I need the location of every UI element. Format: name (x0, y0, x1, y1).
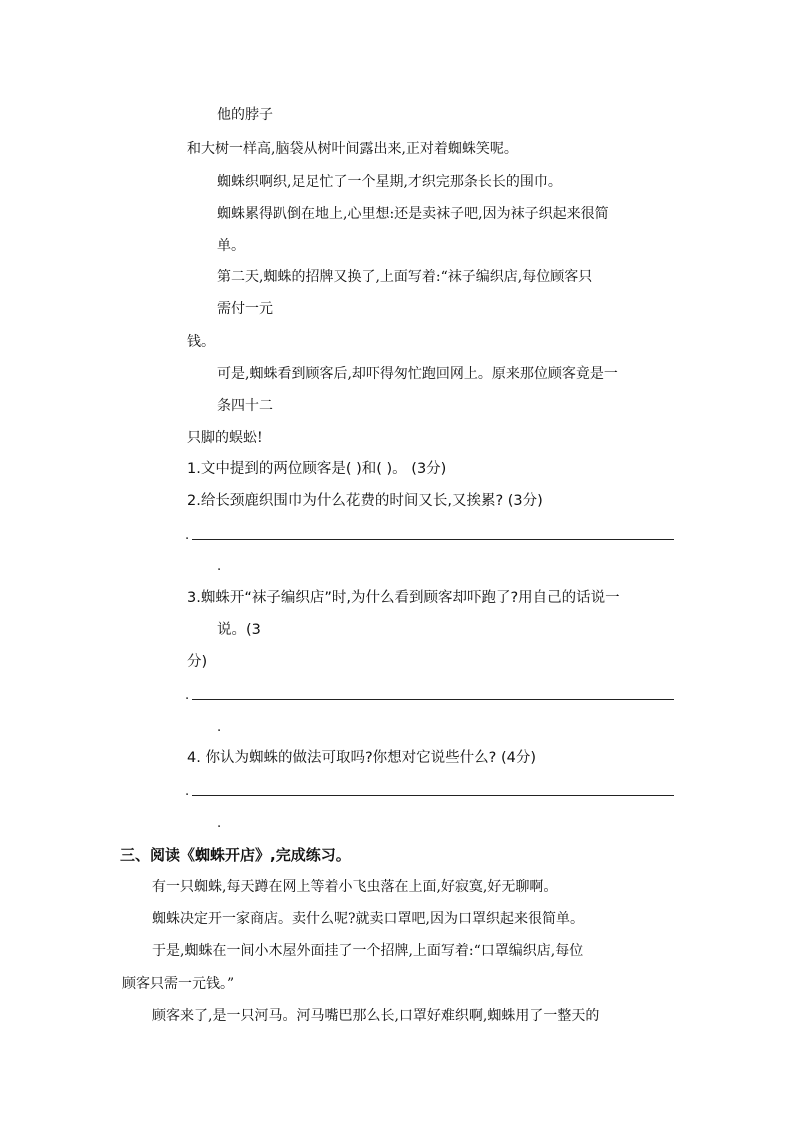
answer-line-q3[interactable] (185, 686, 674, 706)
answer-underline (192, 795, 674, 796)
section-3-paragraph-3-cont: 顾客只需一元钱。” (122, 976, 235, 992)
story-line-1: 他的脖子 (217, 107, 273, 123)
story-line-6: 第二天,蜘蛛的招牌又换了,上面写着:“袜子编织店,每位顾客只 (217, 269, 593, 285)
story-line-5: 单。 (217, 238, 245, 254)
section-3-paragraph-4: 顾客来了,是一只河马。河马嘴巴那么长,口罩好难织啊,蜘蛛用了一整天的 (152, 1008, 600, 1024)
question-3-line-1: 3.蜘蛛开“袜子编织店”时,为什么看到顾客却吓跑了?用自己的话说一 (187, 590, 620, 606)
question-3-line-3: 分) (187, 654, 208, 670)
answer-lead-dot: . (185, 784, 190, 799)
answer-line-q4[interactable] (185, 782, 674, 802)
answer-tail-dot: . (217, 559, 222, 574)
story-line-3: 蜘蛛织啊织,足足忙了一个星期,才织完那条长长的围巾。 (217, 174, 562, 190)
story-line-8: 钱。 (187, 334, 215, 350)
answer-line-q2[interactable] (185, 526, 674, 546)
story-line-4: 蜘蛛累得趴倒在地上,心里想:还是卖袜子吧,因为袜子织起来很简 (217, 206, 609, 222)
question-2: 2.给长颈鹿织围巾为什么花费的时间又长,又挨累? (3分) (187, 493, 543, 509)
story-line-7: 需付一元 (217, 301, 273, 317)
story-line-2: 和大树一样高,脑袋从树叶间露出来,正对着蜘蛛笑呢。 (187, 141, 518, 157)
answer-lead-dot: . (185, 688, 190, 703)
question-4: 4. 你认为蜘蛛的做法可取吗?你想对它说些什么? (4分) (187, 750, 536, 766)
question-3-line-2: 说。(3 (217, 622, 261, 638)
story-line-10: 条四十二 (217, 398, 273, 414)
answer-tail-dot: . (217, 816, 222, 831)
section-3-paragraph-2: 蜘蛛决定开一家商店。卖什么呢?就卖口罩吧,因为口罩织起来很简单。 (152, 911, 584, 927)
story-line-11: 只脚的蜈蚣! (187, 430, 263, 446)
section-3-paragraph-1: 有一只蜘蛛,每天蹲在网上等着小飞虫落在上面,好寂寞,好无聊啊。 (152, 879, 558, 895)
story-line-9: 可是,蜘蛛看到顾客后,却吓得匆忙跑回网上。原来那位顾客竟是一 (217, 366, 618, 382)
answer-lead-dot: . (185, 528, 190, 543)
question-1: 1.文中提到的两位顾客是( )和( )。 (3分) (187, 461, 447, 477)
section-3-paragraph-3: 于是,蜘蛛在一间小木屋外面挂了一个招牌,上面写着:“口罩编织店,每位 (152, 943, 584, 959)
answer-underline (192, 699, 674, 700)
answer-underline (192, 539, 674, 540)
answer-tail-dot: . (217, 720, 222, 735)
section-3-heading: 三、阅读《蜘蛛开店》,完成练习。 (120, 846, 351, 864)
